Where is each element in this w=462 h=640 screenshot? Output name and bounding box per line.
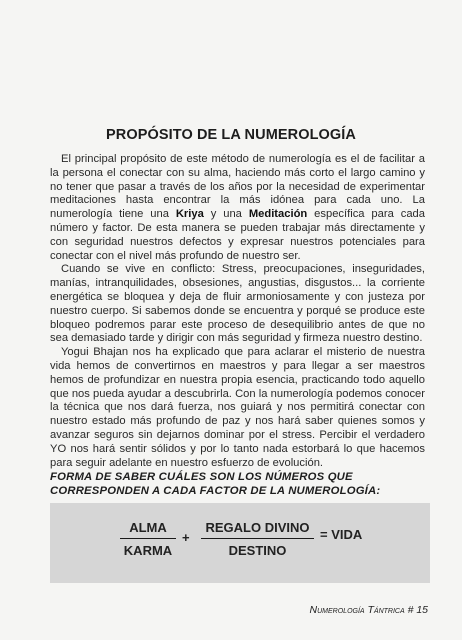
book-title: Numerología Tántrica: [309, 604, 405, 616]
fraction-numerator: ALMA: [120, 520, 176, 539]
formula-box: [50, 503, 430, 583]
formula-result: = VIDA: [320, 527, 363, 542]
plus-sign: +: [182, 530, 190, 545]
page-title: PROPÓSITO DE LA NUMEROLOGÍA: [105, 127, 357, 143]
fraction-denominator: KARMA: [123, 543, 173, 558]
fraction-numerator: REGALO DIVINO: [201, 520, 314, 539]
fraction-regalo-destino: [201, 520, 314, 558]
paragraph-1-text-b: y una: [203, 208, 249, 221]
fraction-denominator: DESTINO: [228, 543, 287, 558]
kriya-term: Kriya: [175, 208, 204, 221]
meditacion-term: Meditación: [248, 208, 308, 221]
paragraph-3: Yogui Bhajan nos ha explicado que para aclarar el misterio de nuestra vida hemos de convertirnos en maestros y para llegar a ser maestros hemos de profundizar en nuestra propia esencia, practicando todo aquello que nos pueda ayudar a descubrirla. Con la numerología podemos conocer la técnica que nos dará fuerza, nos guiará y nos permitirá conectar con nuestro estado más profundo de paz y nos hará saber quienes somos y avanzar seguros sin dejarnos dominar por el stress. Percibir el verdadero YO nos hará sentir sólidos y por lo tanto nada estorbará lo que hacemos para seguir adelante en nuestro esfuerzo de evolución.: [50, 346, 425, 469]
paragraph-1-text-c: específica para cada número y factor. De esta manera se pueden trabajar más directamente y con seguridad nuestros defectos y expresar nuestros potenciales para conectar con el nivel más profundo de nuestro ser.: [50, 208, 425, 262]
fraction-alma-karma: [120, 520, 176, 558]
paragraph-1-text-a: El principal propósito de este método de numerología es el de facilitar a la persona el conectar con su alma, haciendo más corto el largo camino y no tener que pasar a través de los años por la necesidad de experimentar meditaciones hasta encontrar la más idónea para cada uno. La numerología tiene una: [50, 153, 425, 221]
page-number: # 15: [407, 604, 428, 616]
section-heading: FORMA DE SABER CUÁLES SON LOS NÚMEROS QUE CORRESPONDEN A CADA FACTOR DE LA NUMEROLOGÍA:: [50, 471, 381, 497]
body-text: [50, 153, 425, 470]
page-footer: [310, 604, 428, 616]
paragraph-1: [50, 153, 425, 263]
paragraph-2: Cuando se vive en conflicto: Stress, preocupaciones, inseguridades, manías, intranquilidades, obsesiones, angustias, disgustos... la corriente energética se bloquea y deja de fluir armoniosamente y con justeza por nuestro cuerpo. Si sabemos donde se encuentra y porqué se produce este bloqueo podremos parar este proceso de desequilibrio antes de que no sea demasiado tarde y dirigir con más seguridad y firmeza nuestro destino.: [50, 263, 425, 345]
